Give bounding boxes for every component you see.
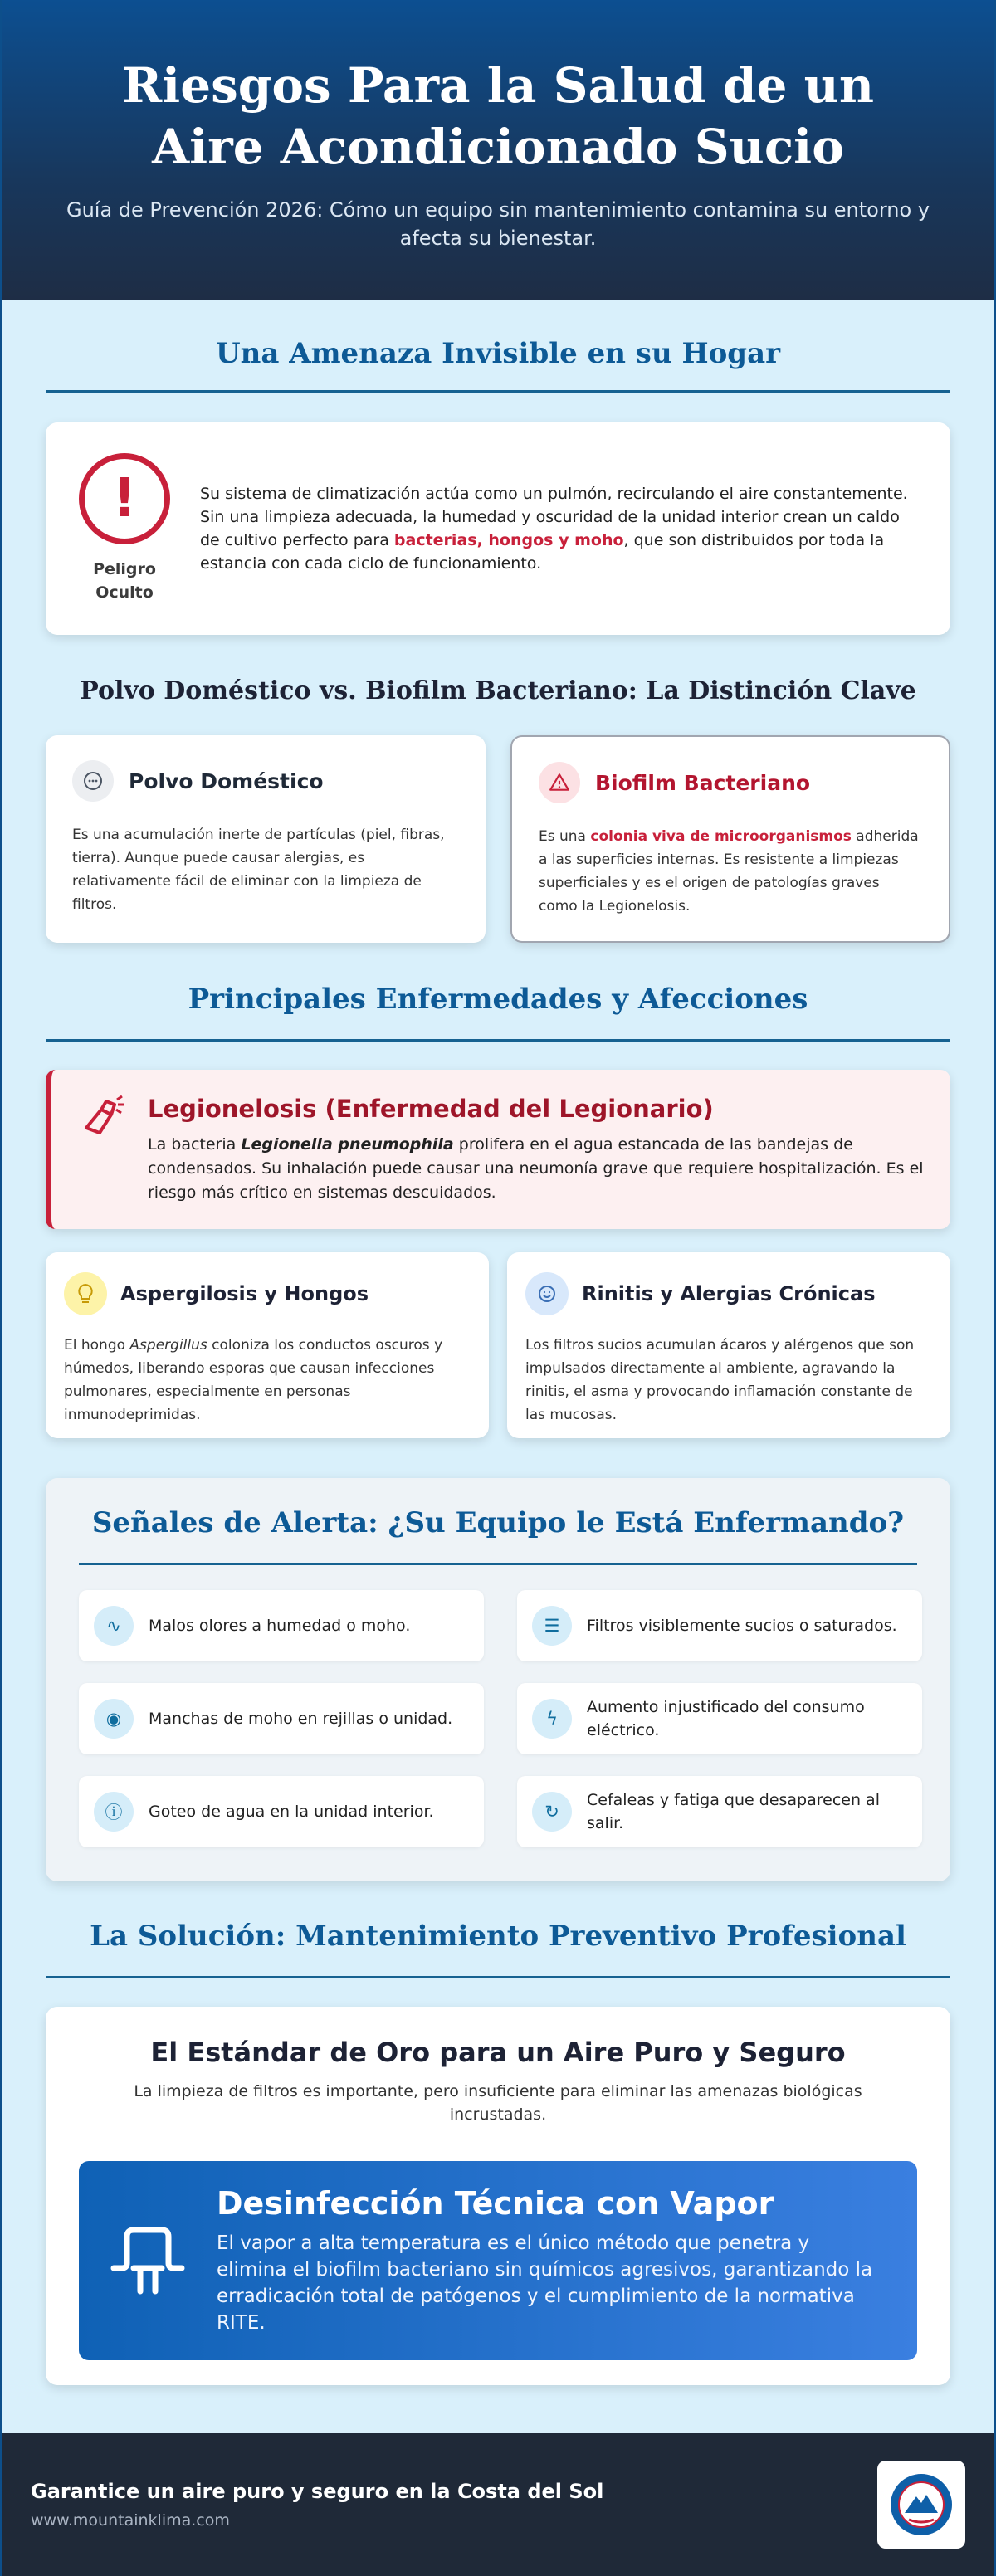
warning-sign-text: Manchas de moho en rejillas o unidad. [149,1710,453,1728]
threat-section-title: Una Amenaza Invisible en su Hogar [215,337,781,370]
dust-title: Polvo Doméstico [129,768,324,793]
solution-card-subtitle: La limpieza de filtros es importante, pero insuficiente para eliminar las amenazas biológicas incrustadas. [134,2082,862,2124]
steam-disinfection-banner [79,2161,917,2360]
diseases-section-title: Principales Enfermedades y Afecciones [188,983,808,1016]
biofilm-highlight: colonia viva de microorganismos [590,828,852,845]
warning-signs-title: Señales de Alerta: ¿Su Equipo le Está Enfermando? [91,1506,905,1539]
lightbulb-icon [64,1272,107,1315]
alert-circle-icon: ! [79,453,170,544]
threat-card [46,422,950,635]
warning-sign-text: Goteo de agua en la unidad interior. [149,1803,434,1821]
warning-sign-item [517,1590,922,1661]
dust-text: Es una acumulación inerte de partículas (piel, fibras, tierra). Aunque puede causar alergias, es relativamente fácil de eliminar con la limpieza de filtros. [72,827,445,913]
warning-sign-item [517,1776,922,1847]
warning-sign-text: Filtros visiblemente sucios o saturados. [587,1617,897,1635]
comparison-title: Polvo Doméstico vs. Biofilm Bacteriano: La Distinción Clave [80,676,916,705]
footer-url[interactable]: www.mountainklima.com [31,2511,230,2530]
biofilm-text: Es una colonia viva de microorganismos adherida a las superficies internas. Es resistente a limpiezas superficiales y es el origen de patologías graves como la Legionelosis. [539,828,919,915]
aspergillosis-text: El hongo Aspergillus coloniza los conductos oscuros y húmedos, liberando esporas que causan infecciones pulmonares, especialmente en personas inmunodeprimidas. [64,1337,443,1423]
section-divider [79,1563,917,1565]
info-icon: ⓘ [94,1792,134,1832]
steam-title: Desinfección Técnica con Vapor [217,2185,774,2222]
rhinitis-title: Rinitis y Alergias Crónicas [582,1282,876,1305]
warning-sign-item [79,1590,484,1661]
warning-signs-panel [46,1478,950,1881]
warning-sign-text: Cefaleas y fatiga que desaparecen al salir. [587,1791,880,1832]
page-subtitle: Guía de Prevención 2026: Cómo un equipo sin mantenimiento contamina su entorno y afecta su bienestar. [66,198,930,250]
list-icon: ☰ [532,1606,572,1646]
footer [2,2433,994,2576]
diseases-row [46,1252,950,1438]
page-title: Riesgos Para la Salud de un Aire Acondicionado Sucio [121,57,875,175]
warning-sign-text: Malos olores a humedad o moho. [149,1617,411,1635]
warning-sign-text: Aumento injustificado del consumo eléctrico. [587,1698,865,1739]
solution-card [46,2007,950,2385]
threat-highlight: bacterias, hongos y moho [393,531,624,549]
hero-header [2,0,994,300]
hidden-danger-badge [79,453,170,604]
warning-triangle-icon [539,762,580,803]
aspergillosis-title: Aspergilosis y Hongos [120,1282,369,1305]
pulse-icon: ∿ [94,1606,134,1646]
legionella-title: Legionelosis (Enfermedad del Legionario) [148,1095,714,1123]
steam-text: El vapor a alta temperatura es el único método que penetra y elimina el biofilm bacteriano sin químicos agresivos, garantizando la erradicación total de patógenos y el cumplimiento de la normativa RITE. [217,2232,873,2334]
warning-sign-item [79,1683,484,1754]
solution-card-title: El Estándar de Oro para un Aire Puro y Seguro [150,2037,846,2068]
biofilm-card [510,735,950,943]
legionella-text: La bacteria Legionella pneumophila prolifera en el agua estancada de las bandejas de condensados. Su inhalación puede causar una neumonía grave que requiere hospitalización. Es el riesgo más crítico en sistemas descuidados. [148,1135,924,1202]
solution-section-title: La Solución: Mantenimiento Preventivo Profesional [90,1920,906,1953]
biofilm-title: Biofilm Bacteriano [595,770,811,795]
threat-description: Su sistema de climatización actúa como un pulmón, recirculando el aire constantemente. Sin una limpieza adecuada, la humedad y oscuridad de la unidad interior crean un caldo de cultivo perfecto para bacterias, hongos y moho, que son distribuidos por toda la estancia con cada ciclo de funcionamiento. [200,485,908,573]
section-divider [46,1039,950,1042]
section-divider [46,390,950,393]
warning-sign-item [517,1683,922,1754]
rhinitis-card [507,1252,950,1438]
lightning-icon: ϟ [532,1699,572,1739]
aspergillosis-card [46,1252,489,1438]
section-divider [46,1976,950,1978]
steam-cleaner-icon [110,2215,185,2306]
footer-tagline: Garantice un aire puro y seguro en la Costa del Sol [31,2480,604,2503]
spray-icon [78,1095,128,1204]
rhinitis-text: Los filtros sucios acumulan ácaros y alérgenos que son impulsados directamente al ambiente, agravando la rinitis, el asma y provocando inflamación constante de las mucosas. [525,1337,915,1423]
refresh-icon: ↻ [532,1792,572,1832]
dust-card [46,735,486,943]
legionella-card [46,1070,950,1229]
smile-icon [525,1272,569,1315]
warning-sign-item [79,1776,484,1847]
mountain-klima-logo [877,2461,965,2549]
dots-circle-icon [72,760,114,802]
warning-signs-grid [79,1590,917,1847]
hidden-danger-label: Peligro Oculto [93,560,156,602]
eye-icon: ◉ [94,1699,134,1739]
comparison-row [46,735,950,943]
